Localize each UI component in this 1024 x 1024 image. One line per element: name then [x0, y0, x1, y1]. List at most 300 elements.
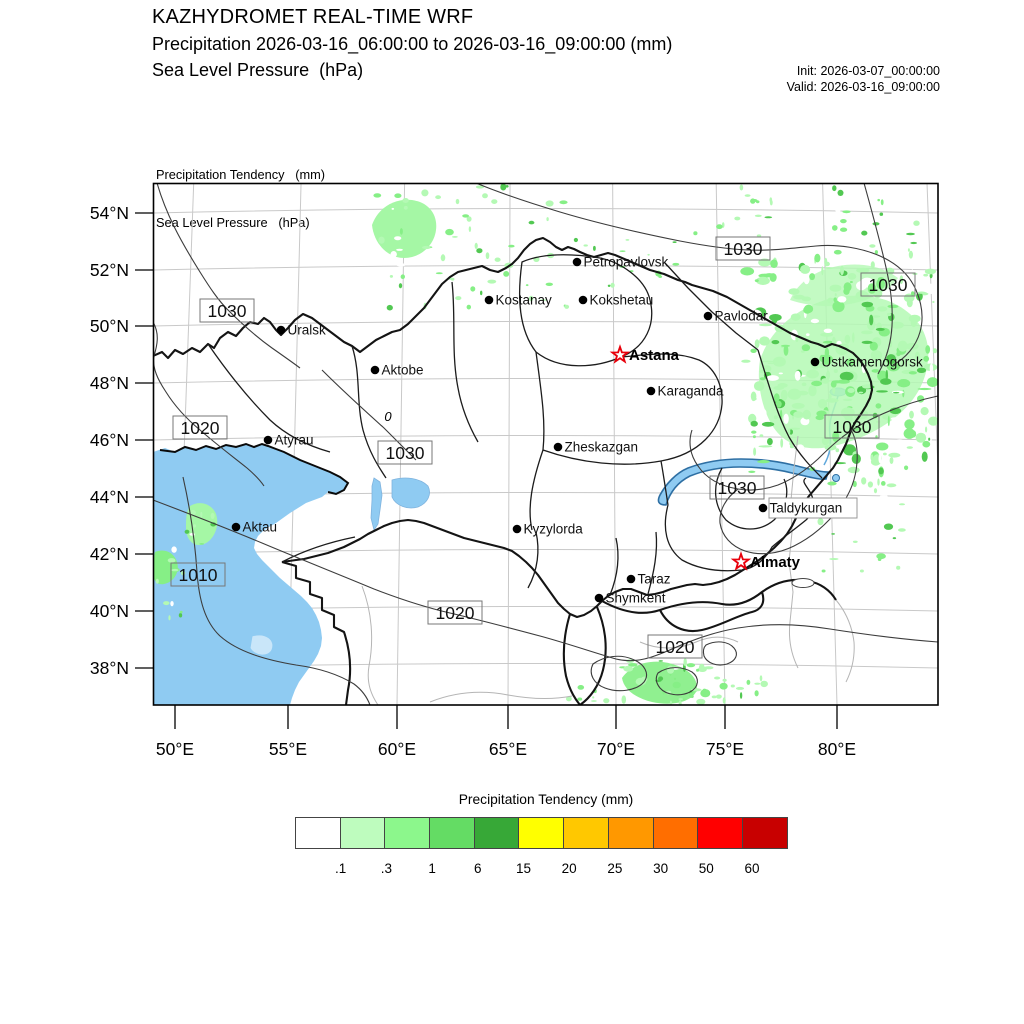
- city-label: Kostanay: [495, 292, 552, 308]
- precip-speckle: [869, 244, 875, 247]
- uzbek-tajik-border: [564, 614, 580, 705]
- precip-speckle: [670, 701, 672, 708]
- precip-speckle: [829, 393, 832, 399]
- precip-speckle: [390, 275, 393, 278]
- precip-speckle: [874, 488, 877, 493]
- precip-speckle: [908, 248, 910, 252]
- isobar-label-text: 1030: [832, 417, 872, 437]
- precip-speckle: [890, 457, 894, 464]
- precip-speckle: [658, 676, 663, 680]
- field-line2: Sea Level Pressure (hPa): [152, 60, 364, 80]
- precip-speckle: [774, 393, 780, 402]
- isobar-label: [173, 416, 227, 439]
- precip-speckle: [904, 466, 908, 471]
- precip-speckle: [584, 244, 588, 246]
- precip-speckle: [773, 386, 784, 390]
- precip-speckle: [852, 454, 861, 464]
- city-label: Ustkamenogorsk: [821, 354, 923, 370]
- precip-speckle: [881, 481, 886, 486]
- precip-speckle: [844, 282, 852, 291]
- precip-speckle: [762, 422, 774, 427]
- city-astana: [612, 347, 679, 364]
- precip-speckle: [503, 271, 509, 277]
- precip-speckle: [852, 332, 855, 342]
- precip-speckle: [712, 696, 717, 699]
- precip-speckle: [861, 477, 866, 484]
- precip-speckle: [879, 454, 882, 463]
- precip-speckle: [754, 683, 760, 685]
- precip-speckle: [869, 315, 873, 326]
- precip-speckle: [925, 345, 930, 354]
- precip-speckle: [932, 301, 934, 303]
- precip-speckle: [769, 314, 782, 321]
- city-label: Atyrau: [274, 432, 314, 448]
- precip-speckle: [897, 379, 910, 387]
- precip-speckle: [397, 263, 406, 267]
- precip-speckle: [916, 279, 924, 287]
- page-title: KAZHYDROMET REAL-TIME WRF: [152, 6, 474, 28]
- precip-speckle: [877, 199, 880, 201]
- precip-speckle: [387, 305, 393, 311]
- lon-tick-label: 65°E: [488, 739, 528, 759]
- precip-speckle: [876, 443, 888, 451]
- precip-speckle: [909, 251, 913, 259]
- isobar-label-text: 1020: [180, 418, 220, 438]
- precip-speckle: [907, 299, 913, 308]
- dot-marker: [232, 523, 241, 532]
- precip-speckle: [574, 238, 578, 242]
- precip-speckle: [859, 392, 864, 394]
- dot-marker: [627, 575, 636, 584]
- zero-contour-label: [384, 409, 392, 424]
- precip-speckle: [689, 692, 694, 697]
- precip-speckle: [672, 263, 679, 266]
- colorbar-swatch-1: [341, 817, 386, 849]
- precip-speckle: [800, 265, 810, 274]
- colorbar-swatch-6: [564, 817, 609, 849]
- lat-tick-label: 42°N: [89, 544, 129, 564]
- precip-speckle: [887, 313, 891, 316]
- colorbar-swatch-7: [609, 817, 654, 849]
- precip-speckle: [378, 237, 384, 244]
- precip-speckle: [930, 363, 933, 373]
- precip-speckle: [396, 249, 403, 251]
- lon-tick-label: 50°E: [155, 739, 195, 759]
- precip-speckle: [773, 357, 786, 367]
- precip-speckle: [486, 252, 490, 259]
- precip-speckle: [838, 190, 844, 196]
- precip-speckle: [679, 700, 682, 707]
- precip-speckle: [862, 302, 874, 308]
- precip-speckle: [818, 399, 827, 409]
- city-kostanay: [485, 293, 552, 308]
- precip-speckle: [877, 479, 879, 486]
- precip-speckle: [723, 679, 727, 682]
- zero-label: 0: [384, 409, 392, 424]
- precip-speckle: [873, 222, 880, 225]
- colorbar-swatch-8: [654, 817, 699, 849]
- city-label: Aktau: [242, 519, 278, 535]
- valid-time: Valid: 2026-03-16_09:00:00: [786, 80, 940, 94]
- precip-speckle: [804, 305, 813, 313]
- meridian-line: [508, 183, 510, 705]
- isobar-label-text: 1010: [178, 565, 218, 585]
- precip-speckle: [760, 675, 763, 681]
- precip-speckle: [180, 611, 183, 614]
- precip-speckle: [592, 696, 594, 698]
- precip-speckle: [741, 360, 750, 363]
- precip-speckle: [546, 200, 554, 206]
- precip-speckle: [925, 284, 939, 294]
- colorbar-threshold: 50: [698, 861, 714, 876]
- colorbar-threshold: 30: [653, 861, 669, 876]
- precip-speckle: [827, 298, 833, 304]
- city-label: Taraz: [637, 571, 671, 587]
- precip-speckle: [766, 375, 779, 381]
- precip-speckle: [452, 236, 458, 238]
- precip-speckle: [806, 370, 819, 379]
- precip-speckle: [445, 229, 454, 235]
- precip-speckle: [751, 431, 756, 434]
- precip-speckle: [193, 524, 196, 527]
- city-kyzylorda: [513, 522, 584, 537]
- precip-speckle: [760, 681, 768, 687]
- dot-marker: [573, 258, 582, 267]
- precip-speckle: [673, 241, 677, 243]
- city-shymkent: [595, 591, 666, 606]
- isobar-label: [825, 415, 879, 438]
- precip-speckle: [392, 208, 395, 210]
- precip-speckle: [857, 191, 859, 198]
- precip-speckle: [404, 206, 408, 210]
- precip-speckle: [476, 248, 482, 253]
- precip-speckle: [814, 254, 820, 263]
- precip-speckle: [809, 273, 815, 280]
- precip-speckle: [546, 283, 553, 286]
- precip-speckle: [415, 199, 419, 201]
- precip-speckle: [373, 193, 381, 197]
- precip-speckle: [759, 336, 770, 345]
- precip-speckle: [918, 388, 932, 390]
- precip-speckle: [400, 228, 403, 235]
- precip-speckle: [774, 415, 778, 419]
- precip-speckle: [619, 250, 625, 252]
- precip-speckle: [451, 278, 455, 281]
- isobar-label-text: 1030: [385, 443, 425, 463]
- precip-speckle: [791, 314, 801, 321]
- precip-speckle: [881, 199, 884, 205]
- precip-speckle: [917, 292, 926, 294]
- lake-issyk-kul: [792, 579, 814, 588]
- colorbar-swatch-3: [430, 817, 475, 849]
- precip-speckle: [928, 438, 930, 441]
- precip-speckle: [910, 242, 917, 244]
- precip-speckle: [608, 285, 611, 287]
- precip-speckle: [462, 214, 469, 217]
- precip-speckle: [825, 262, 830, 266]
- precip-speckle: [860, 570, 864, 573]
- city-pavlodar: [704, 309, 769, 324]
- parallel-line: [153, 266, 938, 271]
- precip-speckle: [911, 259, 913, 270]
- uzbek-border-2: [580, 607, 606, 705]
- city-almaty: [733, 554, 800, 571]
- kara-bogaz-gol: [250, 635, 273, 655]
- precip-speckle: [878, 468, 884, 475]
- lon-tick-label: 80°E: [817, 739, 857, 759]
- precip-speckle: [781, 390, 788, 401]
- isobar-label-text: 1030: [723, 239, 763, 259]
- city-label: Taldykurgan: [769, 500, 843, 516]
- lake-alakol: [833, 475, 840, 482]
- precip-speckle: [832, 185, 836, 191]
- precip-speckle: [922, 452, 928, 462]
- precip-speckle: [716, 695, 722, 699]
- precip-speckle: [821, 266, 823, 275]
- lat-tick-label: 46°N: [89, 430, 129, 450]
- precip-speckle: [526, 284, 529, 286]
- precip-speckle: [714, 677, 720, 680]
- precip-speckle: [808, 385, 816, 396]
- colorbar-threshold-labels: [0, 861, 1024, 881]
- precip-speckle: [740, 692, 742, 699]
- precip-speckle: [626, 239, 630, 241]
- precip-speckle: [693, 231, 697, 235]
- precip-speckle: [894, 439, 905, 447]
- lon-tick-label: 75°E: [705, 739, 745, 759]
- city-aktobe: [371, 363, 424, 378]
- precip-speckle: [925, 427, 927, 433]
- precip-speckle: [491, 199, 497, 204]
- precip-speckle: [731, 685, 735, 688]
- precip-speckle: [696, 699, 705, 705]
- city-kokshetau: [579, 293, 654, 308]
- dot-marker: [277, 326, 286, 335]
- precip-speckle: [802, 383, 807, 387]
- precip-speckle: [792, 403, 805, 409]
- precip-speckle: [611, 283, 615, 288]
- precip-speckle: [199, 543, 204, 545]
- precip-speckle: [840, 228, 847, 232]
- precip-speckle: [836, 448, 840, 452]
- precip-speckle: [824, 329, 832, 333]
- precip-speckle: [834, 250, 842, 255]
- precip-speckle: [529, 221, 535, 225]
- city-taraz: [627, 572, 671, 587]
- precip-speckle: [754, 381, 765, 391]
- dot-marker: [554, 443, 563, 452]
- precip-speckle: [923, 356, 929, 362]
- precip-speckle: [916, 433, 927, 443]
- precip-speckle: [703, 689, 707, 692]
- precip-speckle: [594, 238, 598, 244]
- city-petropavlovsk: [573, 255, 669, 270]
- precip-speckle: [893, 537, 896, 539]
- precip-speckle: [806, 333, 810, 336]
- precip-speckle: [747, 680, 751, 685]
- city-atyrau: [264, 433, 314, 448]
- precip-speckle: [904, 419, 914, 429]
- precip-speckle: [163, 601, 169, 605]
- dot-marker: [704, 312, 713, 321]
- precip-speckle: [871, 261, 875, 268]
- precip-speckle: [850, 281, 853, 283]
- precip-speckle: [781, 345, 790, 347]
- precip-speckle: [687, 663, 695, 667]
- precip-speckle: [622, 695, 627, 703]
- precip-speckle: [745, 194, 751, 197]
- city-label: Karaganda: [657, 383, 724, 399]
- precip-speckle: [750, 198, 755, 203]
- precip-speckle: [757, 460, 770, 463]
- precip-speckle: [911, 319, 917, 327]
- city-taldykurgan: [759, 498, 857, 518]
- precip-speckle: [877, 306, 887, 311]
- precip-speckle: [840, 465, 843, 472]
- precip-speckle: [755, 339, 760, 348]
- precip-speckle: [171, 546, 176, 552]
- isobar-label: [648, 635, 702, 658]
- precip-speckle: [842, 210, 850, 213]
- precip-speckle: [591, 700, 597, 702]
- precip-speckle: [820, 333, 833, 337]
- city-label: Aktobe: [381, 362, 424, 378]
- precip-speckle: [156, 579, 159, 584]
- precip-speckle: [401, 274, 405, 279]
- precip-speckle: [200, 512, 202, 518]
- precip-speckle: [402, 198, 408, 203]
- precip-speckle: [898, 528, 906, 532]
- precip-speckle: [480, 291, 482, 296]
- precip-speckle: [861, 231, 867, 236]
- meridian-line: [716, 183, 725, 705]
- precip-speckle: [845, 553, 852, 559]
- precip-speckle: [171, 569, 178, 571]
- city-label: Shymkent: [605, 590, 666, 606]
- precip-speckle: [487, 280, 496, 284]
- precip-speckle: [780, 438, 783, 447]
- colorbar-threshold: 6: [474, 861, 482, 876]
- precip-speckle: [896, 566, 900, 570]
- precip-speckle: [816, 415, 824, 420]
- precip-speckle: [767, 311, 781, 315]
- precip-speckle: [880, 378, 891, 385]
- precip-speckle: [845, 335, 851, 344]
- isobar-label: [861, 273, 915, 296]
- city-zheskazgan: [554, 440, 638, 455]
- precip-speckle: [720, 683, 728, 690]
- city-label: Pavlodar: [714, 308, 768, 324]
- precip-speckle: [779, 373, 783, 375]
- precip-speckle: [753, 435, 756, 438]
- precip-speckle: [922, 441, 930, 448]
- precip-speckle: [899, 503, 905, 505]
- precip-speckle: [740, 185, 744, 191]
- city-label: Kyzylorda: [523, 521, 583, 537]
- precip-speckle: [909, 411, 914, 419]
- precip-speckle: [751, 392, 757, 402]
- precip-speckle: [469, 226, 471, 232]
- precip-speckle: [698, 667, 707, 672]
- precip-speckle: [755, 690, 759, 696]
- precip-speckle: [793, 411, 803, 418]
- city-ustkamenogorsk: [811, 355, 923, 370]
- precip-speckle: [876, 403, 882, 408]
- precip-speckle: [884, 524, 893, 530]
- precip-speckle: [927, 377, 938, 387]
- colorbar-swatch-9: [698, 817, 743, 849]
- isobar-label: [428, 601, 482, 624]
- precip-speckle: [888, 416, 890, 426]
- colorbar-swatch-4: [475, 817, 520, 849]
- isobar-label: [378, 441, 432, 464]
- precip-speckle: [684, 658, 687, 666]
- colorbar-threshold: .1: [335, 861, 347, 876]
- precip-speckle: [840, 372, 854, 381]
- precip-speckle: [767, 438, 773, 445]
- precip-speckle: [802, 410, 811, 420]
- precip-speckle: [753, 448, 756, 456]
- precip-speckle: [793, 295, 805, 300]
- precip-speckle: [168, 558, 176, 563]
- precip-speckle: [822, 570, 826, 573]
- precip-speckle: [783, 414, 788, 424]
- precip-speckle: [772, 340, 780, 344]
- precip-speckle: [467, 305, 471, 310]
- precip-speckle: [678, 698, 683, 700]
- precip-speckle: [893, 392, 899, 394]
- precip-speckle: [888, 453, 900, 458]
- precip-speckle: [577, 698, 582, 701]
- precip-speckle: [831, 533, 835, 535]
- isobar-label: [171, 563, 225, 586]
- precip-speckle: [508, 245, 514, 248]
- lat-tick-label: 54°N: [89, 203, 129, 223]
- precip-speckle: [811, 319, 819, 323]
- precip-speckle: [840, 219, 847, 223]
- dot-marker: [647, 387, 656, 396]
- legend-line-precip: Precipitation Tendency (mm): [156, 167, 326, 182]
- precip-speckle: [755, 279, 759, 282]
- precip-speckle: [911, 291, 915, 296]
- colorbar-threshold: 60: [744, 861, 760, 876]
- precip-speckle: [422, 246, 431, 249]
- precip-speckle: [847, 388, 854, 393]
- kyrgyz-south-border: [660, 592, 763, 631]
- isobar-label: [716, 237, 770, 260]
- colorbar-title: Precipitation Tendency (mm): [458, 792, 634, 807]
- precip-speckle: [759, 409, 767, 419]
- city-label: Astana: [629, 347, 680, 364]
- precip-speckle: [887, 305, 898, 308]
- lat-tick-label: 40°N: [89, 601, 129, 621]
- precip-speckle: [699, 253, 703, 258]
- precip-speckle: [856, 268, 869, 273]
- precip-speckle: [834, 297, 837, 302]
- precip-speckle: [891, 417, 900, 420]
- precip-speckle: [832, 225, 838, 231]
- precip-speckle: [876, 507, 884, 514]
- precip-speckle: [872, 315, 880, 318]
- precip-speckle: [848, 467, 860, 473]
- precip-speckle: [830, 285, 842, 292]
- precip-speckle: [834, 369, 838, 373]
- precip-speckle: [696, 669, 699, 672]
- precip-speckle: [837, 380, 850, 384]
- lat-tick-label: 38°N: [89, 658, 129, 678]
- precip-speckle: [887, 434, 901, 438]
- precip-speckle: [886, 370, 888, 381]
